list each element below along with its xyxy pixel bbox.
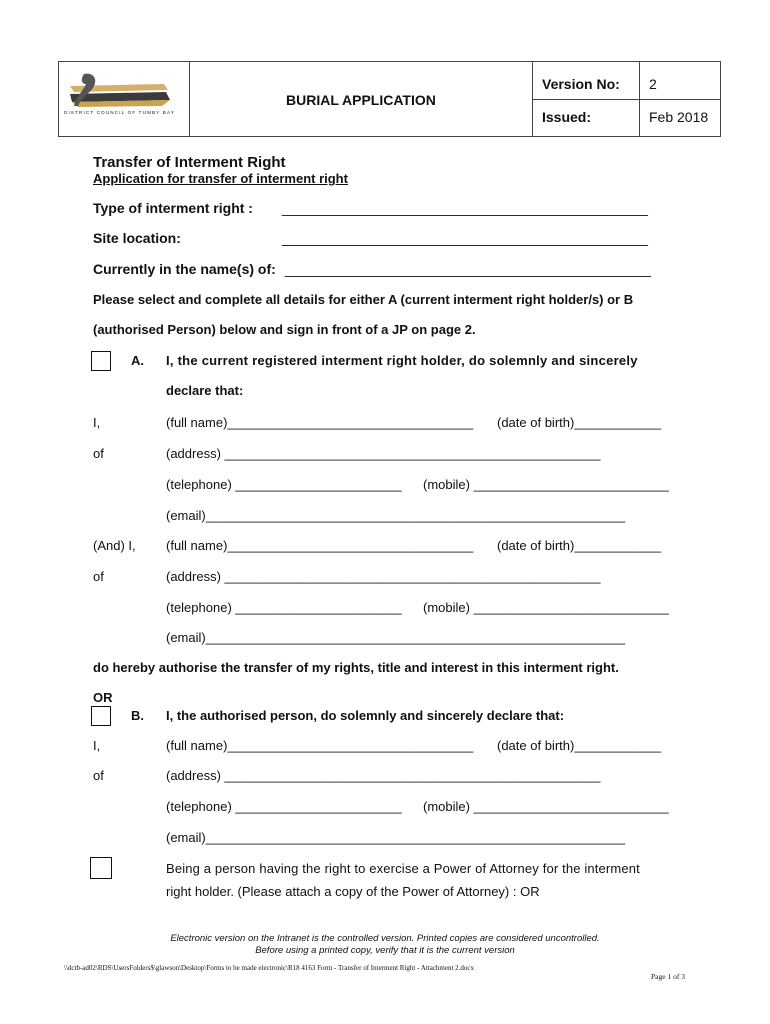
controlled-version-note: Electronic version on the Intranet is the controlled version. Printed copies are considered uncontrolled. [170, 933, 600, 944]
holder1-telephone-field[interactable]: (telephone) _______________________ [166, 477, 402, 492]
site-label: Site location: [93, 230, 181, 246]
section-a-declaration: declare that: [166, 383, 244, 398]
holder2-prefix: (And) I, [93, 538, 136, 553]
section-a-declaration: I, the current registered interment right holder, do solemnly and sincerely [166, 353, 638, 368]
version-value: 2 [649, 76, 657, 92]
person-prefix: I, [93, 738, 101, 753]
poa-checkbox[interactable] [90, 857, 112, 879]
holder1-name-field[interactable]: (full name)__________________________________ [166, 415, 474, 430]
logo-text: DISTRICT COUNCIL OF TUMBY BAY [64, 110, 176, 115]
section-b-declaration: I, the authorised person, do solemnly and sincerely declare that: [166, 708, 565, 723]
holder1-mobile-field[interactable]: (mobile) ___________________________ [423, 477, 669, 492]
holder1-dob-field[interactable]: (date of birth)____________ [497, 415, 662, 430]
person-dob-field[interactable]: (date of birth)____________ [497, 738, 662, 753]
holder2-address-field[interactable]: (address) ____________________________________________________ [166, 569, 601, 584]
council-logo [64, 72, 186, 124]
holder1-email-field[interactable]: (email)__________________________________________________________ [166, 508, 626, 523]
holder2-mobile-field[interactable]: (mobile) ___________________________ [423, 600, 669, 615]
header-divider [189, 62, 190, 136]
section-b-letter: B. [131, 708, 144, 723]
header-divider [532, 99, 720, 100]
page-number: Page 1 of 3 [651, 972, 685, 981]
or-label: OR [93, 690, 113, 705]
names-field[interactable]: _______________________________________________ [285, 261, 651, 277]
holder2-name-field[interactable]: (full name)__________________________________ [166, 538, 474, 553]
section-b-checkbox[interactable] [91, 706, 111, 726]
type-field[interactable]: _______________________________________________ [282, 200, 648, 216]
issued-value: Feb 2018 [649, 109, 709, 125]
person-mobile-field[interactable]: (mobile) ___________________________ [423, 799, 669, 814]
controlled-version-note: Before using a printed copy, verify that it is the current version [255, 945, 515, 956]
person-address-field[interactable]: (address) ____________________________________________________ [166, 768, 601, 783]
instruction-text: (authorised Person) below and sign in front of a JP on page 2. [93, 322, 476, 337]
person-email-field[interactable]: (email)__________________________________________________________ [166, 830, 626, 845]
holder1-address-field[interactable]: (address) ____________________________________________________ [166, 446, 601, 461]
site-field[interactable]: _______________________________________________ [282, 230, 648, 246]
page-title: Transfer of Interment Right [93, 154, 286, 171]
document-header [58, 61, 721, 137]
authorise-statement: do hereby authorise the transfer of my rights, title and interest in this interment right. [93, 660, 619, 675]
names-label: Currently in the name(s) of: [93, 261, 276, 277]
holder1-prefix: I, [93, 415, 101, 430]
poa-text: Being a person having the right to exercise a Power of Attorney for the interment [166, 861, 640, 876]
type-label: Type of interment right : [93, 200, 253, 216]
form-title: BURIAL APPLICATION [286, 92, 436, 108]
holder2-telephone-field[interactable]: (telephone) _______________________ [166, 600, 402, 615]
file-path: \\dctb-ad02\RDS\UsersFolders$\glawson\Desktop\Forms to be made electronic\R18 4163 Form - Transfer of Interment Right - Attachment 2.docx [64, 964, 475, 972]
poa-text: right holder. (Please attach a copy of the Power of Attorney) : OR [166, 884, 540, 899]
person-name-field[interactable]: (full name)__________________________________ [166, 738, 474, 753]
person-of: of [93, 768, 104, 783]
section-a-letter: A. [131, 353, 144, 368]
holder2-of: of [93, 569, 104, 584]
instruction-text: Please select and complete all details for either A (current interment right holder/s) or B [93, 292, 634, 307]
holder2-dob-field[interactable]: (date of birth)____________ [497, 538, 662, 553]
issued-label: Issued: [542, 109, 592, 125]
holder1-of: of [93, 446, 104, 461]
page-subtitle: Application for transfer of interment right [93, 171, 348, 186]
person-telephone-field[interactable]: (telephone) _______________________ [166, 799, 402, 814]
section-a-checkbox[interactable] [91, 351, 111, 371]
holder2-email-field[interactable]: (email)__________________________________________________________ [166, 630, 626, 645]
version-label: Version No: [542, 76, 620, 92]
